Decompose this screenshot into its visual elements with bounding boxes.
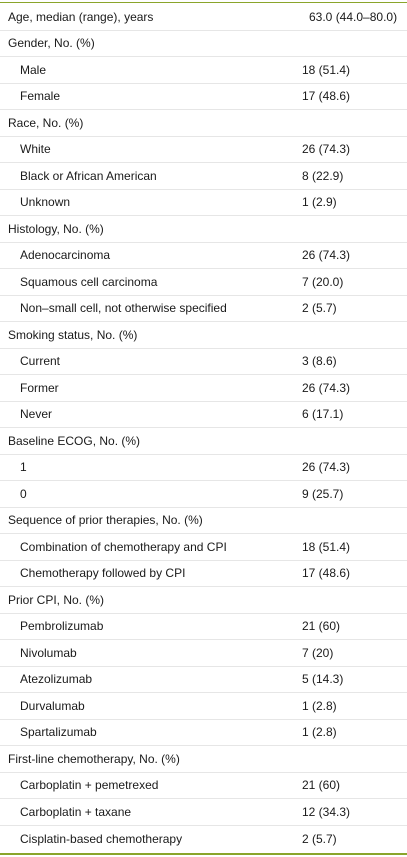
table-row xyxy=(0,402,407,429)
row-value: 3 (8.6) xyxy=(302,354,337,369)
table-row xyxy=(0,534,407,561)
table-row xyxy=(0,57,407,84)
section-label: Sequence of prior therapies, No. (%) xyxy=(8,513,203,528)
table-row-age xyxy=(0,4,407,31)
section-label: Prior CPI, No. (%) xyxy=(8,592,105,607)
row-value: 26 (74.3) xyxy=(302,248,351,263)
row-label: Nivolumab xyxy=(20,645,77,660)
table-row xyxy=(0,773,407,800)
table-row xyxy=(0,296,407,323)
table-row xyxy=(0,826,407,853)
row-value: 1 (2.8) xyxy=(302,698,337,713)
row-label: White xyxy=(20,142,51,157)
row-value: 7 (20.0) xyxy=(302,274,344,289)
table-row-section-smoking xyxy=(0,322,407,349)
table-row xyxy=(0,455,407,482)
row-label: Squamous cell carcinoma xyxy=(20,274,158,289)
table-row xyxy=(0,137,407,164)
row-value: 2 (5.7) xyxy=(302,831,337,846)
row-value: 26 (74.3) xyxy=(302,142,351,157)
row-label: Spartalizumab xyxy=(20,725,97,740)
table-row-section-ecog xyxy=(0,428,407,455)
row-label: Pembrolizumab xyxy=(20,619,104,634)
row-value: 12 (34.3) xyxy=(302,804,351,819)
table-row xyxy=(0,269,407,296)
row-value: 1 (2.9) xyxy=(302,195,337,210)
section-label: Race, No. (%) xyxy=(8,115,84,130)
row-value: 5 (14.3) xyxy=(302,672,344,687)
table-row-section-first-line xyxy=(0,746,407,773)
row-value: 7 (20) xyxy=(302,645,334,660)
table-row xyxy=(0,720,407,747)
row-value: 26 (74.3) xyxy=(302,380,351,395)
table-row-section-histology xyxy=(0,216,407,243)
table-row xyxy=(0,693,407,720)
row-label: Current xyxy=(20,354,61,369)
table-row-section-prior-cpi xyxy=(0,587,407,614)
table-row xyxy=(0,614,407,641)
row-label: Durvalumab xyxy=(20,698,85,713)
table-row-section-gender xyxy=(0,31,407,58)
table-row xyxy=(0,375,407,402)
row-value: 6 (17.1) xyxy=(302,407,344,422)
table-row xyxy=(0,799,407,826)
row-label: 1 xyxy=(20,460,27,475)
row-label: Female xyxy=(20,89,61,104)
row-label: Adenocarcinoma xyxy=(20,248,111,263)
row-label: Never xyxy=(20,407,53,422)
table-row xyxy=(0,481,407,508)
row-value: 8 (22.9) xyxy=(302,168,344,183)
row-value: 26 (74.3) xyxy=(302,460,351,475)
table-row-section-sequence xyxy=(0,508,407,535)
section-label: Smoking status, No. (%) xyxy=(8,327,138,342)
row-label: Former xyxy=(20,380,59,395)
row-value: 1 (2.8) xyxy=(302,725,337,740)
section-label: Gender, No. (%) xyxy=(8,36,95,51)
section-label: First-line chemotherapy, No. (%) xyxy=(8,751,180,766)
row-value: 21 (60) xyxy=(302,778,341,793)
section-label: Histology, No. (%) xyxy=(8,221,104,236)
table-row xyxy=(0,84,407,111)
table-row xyxy=(0,243,407,270)
row-label: Combination of chemotherapy and CPI xyxy=(20,539,227,554)
table-row xyxy=(0,190,407,217)
table-row xyxy=(0,640,407,667)
table-top-rule xyxy=(0,2,407,3)
row-value: 63.0 (44.0–80.0) xyxy=(309,9,398,24)
table-row xyxy=(0,163,407,190)
table-row xyxy=(0,561,407,588)
row-value: 18 (51.4) xyxy=(302,62,351,77)
row-value: 18 (51.4) xyxy=(302,539,351,554)
row-value: 2 (5.7) xyxy=(302,301,337,316)
row-label: Carboplatin + taxane xyxy=(20,804,132,819)
row-label: Carboplatin + pemetrexed xyxy=(20,778,159,793)
row-label: Cisplatin-based chemotherapy xyxy=(20,831,183,846)
table-body xyxy=(0,4,407,852)
table-row xyxy=(0,667,407,694)
section-label: Baseline ECOG, No. (%) xyxy=(8,433,141,448)
table-bottom-rule xyxy=(0,853,407,855)
table-row-section-race xyxy=(0,110,407,137)
row-label: Chemotherapy followed by CPI xyxy=(20,566,186,581)
row-label: Non–small cell, not otherwise specified xyxy=(20,301,227,316)
row-label: Male xyxy=(20,62,47,77)
row-label: Age, median (range), years xyxy=(8,9,154,24)
table-row xyxy=(0,349,407,376)
row-value: 17 (48.6) xyxy=(302,566,351,581)
row-label: 0 xyxy=(20,486,27,501)
row-value: 21 (60) xyxy=(302,619,341,634)
row-label: Black or African American xyxy=(20,168,157,183)
row-value: 9 (25.7) xyxy=(302,486,344,501)
row-label: Unknown xyxy=(20,195,71,210)
row-value: 17 (48.6) xyxy=(302,89,351,104)
row-label: Atezolizumab xyxy=(20,672,93,687)
